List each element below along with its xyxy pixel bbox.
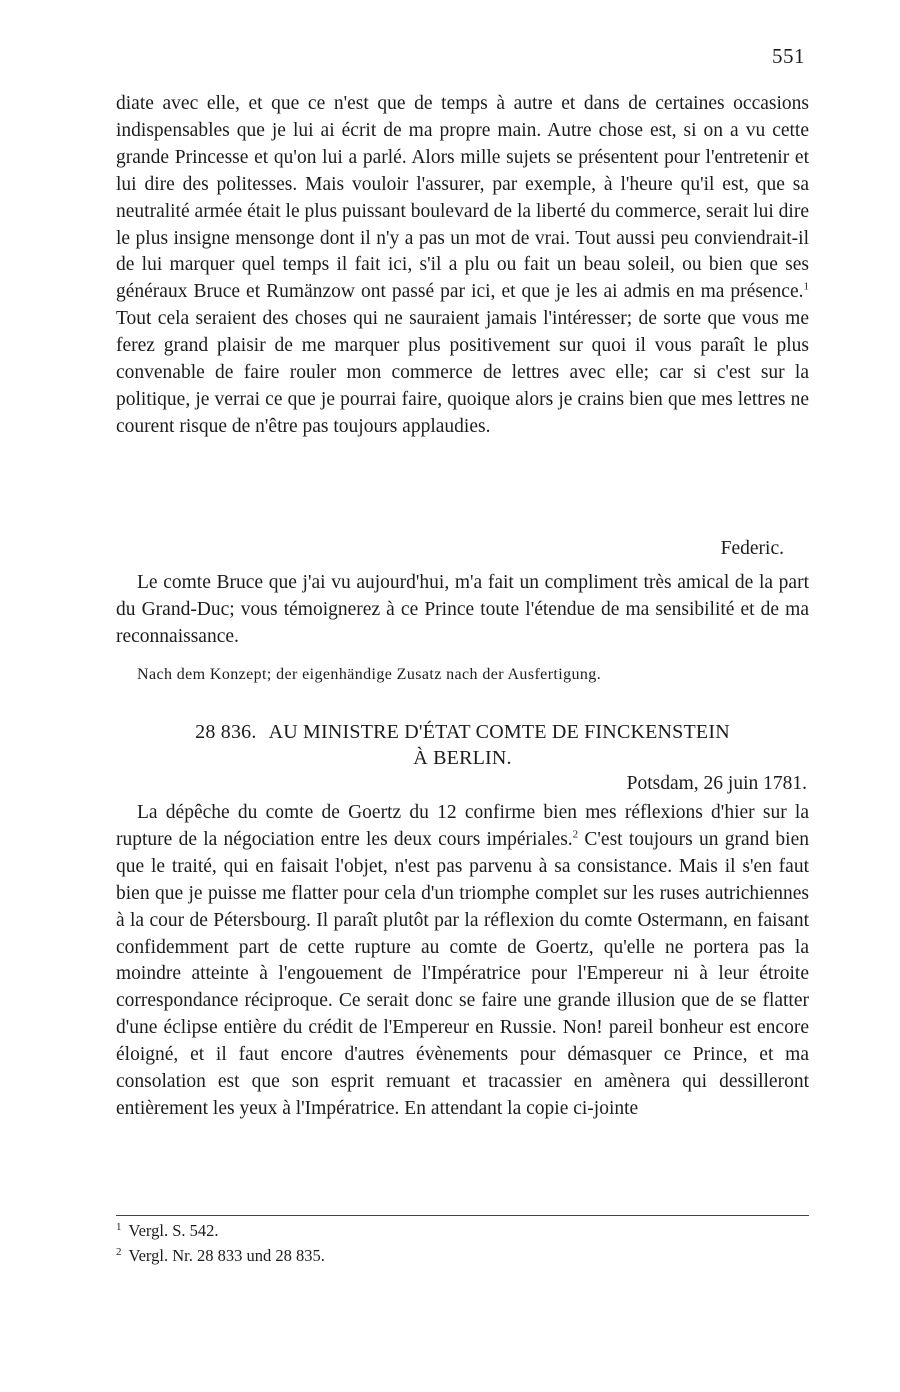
footnote-1 [116,1218,325,1243]
footnote-mark: 1 [116,1220,122,1233]
letter-text-part-2: Tout cela seraient des choses qui ne sauraient jamais l'intéresser; de sorte que vous me ferez grand plaisir de me marquer plus positivement sur quoi il vous paraît le plus convenable de faire rouler mon commerce de lettres avec elle; car si c'est sur la politique, je verrai ce que je pourrai faire, quoique alors je crains bien que mes lettres ne courent risque de n'être pas toujours applaudies. [116,308,809,437]
footnote-reference-2: 2 [572,828,579,841]
page-number: 551 [772,44,805,68]
document-text-part-1: La dépêche du comte de Goertz du 12 confirme bien mes réflexions d'hier sur la rupture de la négociation entre les deux cours impériales. [116,802,809,850]
dateline: Potsdam, 26 juin 1781. [626,773,807,794]
document-text-part-2: C'est toujours un grand bien que le traité, qui en faisait l'objet, n'est pas parvenu à sa consistance. Mais il s'en faut bien que je puisse me flatter pour cela d'un triomphe complet sur les ruses autrichiennes à la cour de Pétersbourg. Il paraît plutôt par la réflexion du comte Ostermann, en faisant confidemment part de cette rupture au comte de Goertz, qu'elle ne portera pas la moindre atteinte à l'engouement de l'Impératrice pour l'Empereur ni à leur étroite correspondance réciproque. Ce serait donc se faire une grande illusion que de se flatter d'une éclipse entière du crédit de l'Empereur en Russie. Non! pareil bonheur est encore éloigné, et il faut encore d'autres évènements pour démasquer ce Prince, et ma consolation est que son esprit remuant et tracassier en amènera qui dessilleront entièrement les yeux à l'Impératrice. En attendant la copie ci-jointe [116,828,809,1119]
footnote-mark: 2 [116,1245,122,1258]
footnotes [116,1218,325,1268]
letter-body [116,91,809,441]
document-number: 28 836. [195,721,257,743]
document-title: AU MINISTRE D'ÉTAT COMTE DE FINCKENSTEIN [268,721,730,743]
postscript: Le comte Bruce que j'ai vu aujourd'hui, m'a fait un compliment très amical de la part du Grand-Duc; vous témoignerez à ce Prince toute l'étendue de ma sensibilité et de ma reconnaissance. [116,572,809,647]
document-body [116,800,809,1123]
document-heading [116,719,809,771]
signature: Federic. [720,538,784,559]
heading-line-1 [116,719,809,745]
footnote-2 [116,1243,325,1268]
footnote-text: Vergl. Nr. 28 833 und 28 835. [128,1246,325,1265]
source-note: Nach dem Konzept; der eigenhändige Zusatz nach der Ausfertigung. [137,666,602,683]
footnote-divider [116,1215,809,1216]
footnote-reference-1: 1 [803,280,809,293]
letter-text-part-1: diate avec elle, et que ce n'est que de temps à autre et dans de certaines occasions indispensables que je lui ai écrit de ma propre main. Autre chose est, si on a vu cette grande Princesse et qu'on lui a parlé. Alors mille sujets se présentent pour l'entretenir et lui dire des politesses. Mais vouloir l'assurer, par exemple, à l'heure qu'il est, que sa neutralité armée était le plus puissant boulevard de la liberté du commerce, serait lui dire le plus insigne mensonge dont il n'y a pas un mot de vrai. Tout aussi peu conviendrait-il de lui marquer quel temps il fait ici, s'il a plu ou fait un beau soleil, ou bien que ses généraux Bruce et Rumänzow ont passé par ici, et que je les ai admis en ma présence. [116,93,809,303]
heading-line-2: À BERLIN. [413,747,512,769]
footnote-text: Vergl. S. 542. [128,1221,219,1240]
